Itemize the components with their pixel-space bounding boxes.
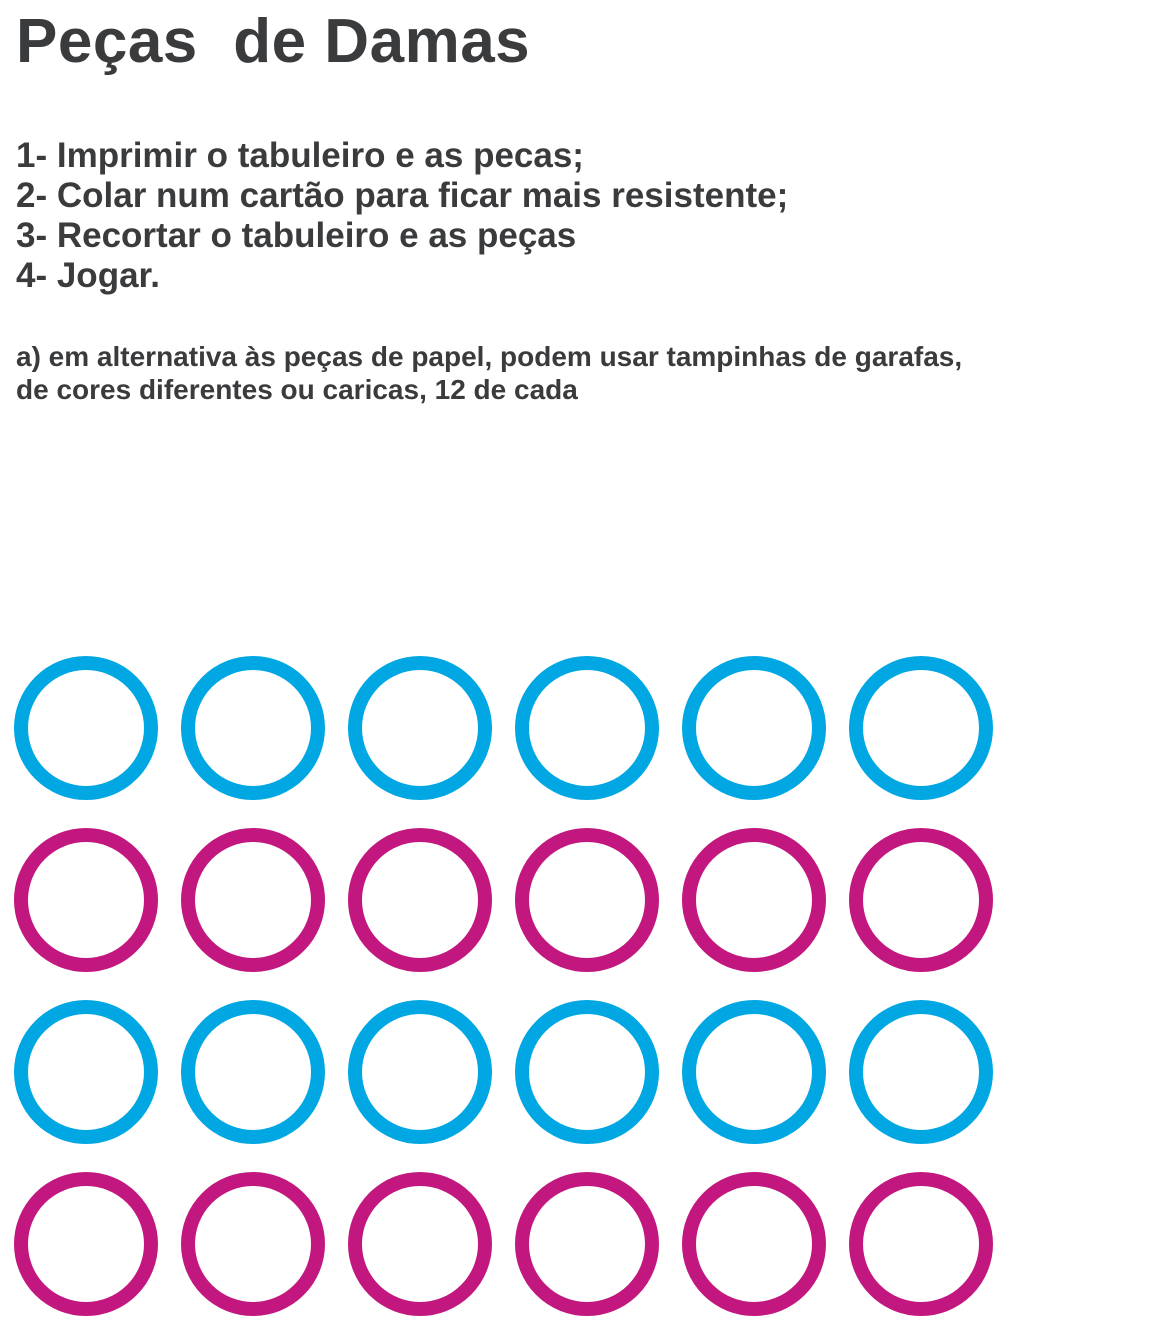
instruction-step: 3- Recortar o tabuleiro e as peças: [16, 216, 577, 255]
checker-piece-magenta: [522, 1179, 652, 1309]
instruction-step: 4- Jogar.: [16, 256, 160, 295]
alternative-note: [16, 340, 1166, 406]
checker-piece-blue: [522, 663, 652, 793]
note-line-1: a) em alternativa às peças de papel, podem usar tampinhas de garafas,: [16, 341, 963, 372]
instructions-list: [16, 136, 788, 296]
note-line-2: de cores diferentes ou caricas, 12 de cada: [16, 374, 578, 405]
checker-piece-blue: [21, 1007, 151, 1137]
checker-piece-blue: [689, 1007, 819, 1137]
checker-piece-magenta: [355, 1179, 485, 1309]
checker-piece-blue: [856, 1007, 986, 1137]
instruction-step: 2- Colar num cartão para ficar mais resistente;: [16, 176, 789, 215]
checker-piece-magenta: [21, 1179, 151, 1309]
checker-piece-magenta: [21, 835, 151, 965]
checker-piece-blue: [188, 663, 318, 793]
checker-piece-blue: [522, 1007, 652, 1137]
checker-pieces-grid: [0, 640, 1167, 1328]
checker-piece-magenta: [689, 835, 819, 965]
checker-piece-magenta: [522, 835, 652, 965]
checker-piece-magenta: [355, 835, 485, 965]
checker-piece-blue: [355, 663, 485, 793]
instruction-step: 1- Imprimir o tabuleiro e as pecas;: [16, 136, 584, 175]
checker-piece-blue: [188, 1007, 318, 1137]
checker-piece-blue: [689, 663, 819, 793]
checker-piece-magenta: [188, 835, 318, 965]
checker-piece-magenta: [856, 1179, 986, 1309]
page-title: Peças de Damas: [16, 7, 531, 76]
checker-piece-magenta: [689, 1179, 819, 1309]
checker-piece-blue: [21, 663, 151, 793]
checker-piece-blue: [856, 663, 986, 793]
checker-piece-magenta: [856, 835, 986, 965]
checker-piece-blue: [355, 1007, 485, 1137]
checker-piece-magenta: [188, 1179, 318, 1309]
